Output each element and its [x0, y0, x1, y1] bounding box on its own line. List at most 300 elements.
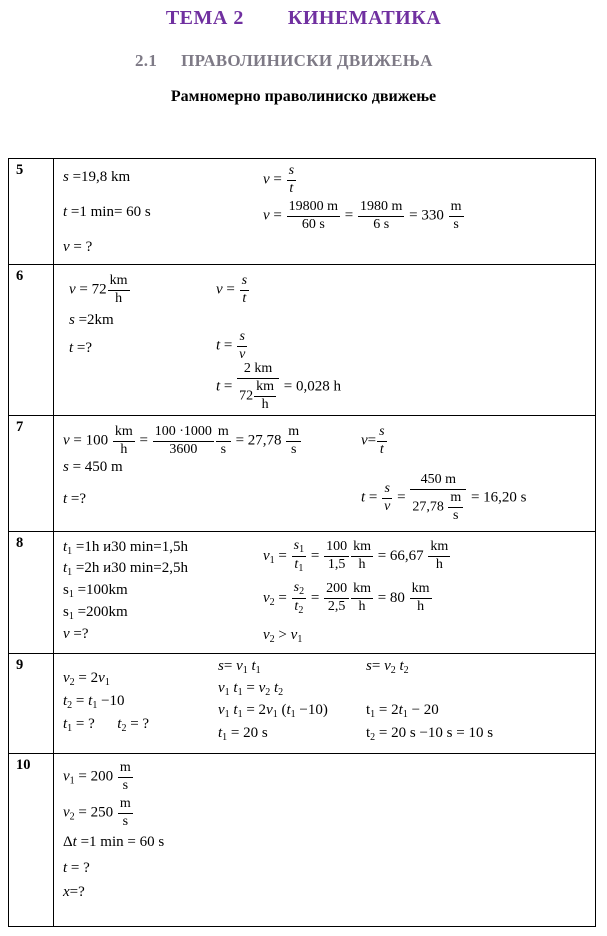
- math-variable: t: [63, 539, 68, 555]
- math-subscript: 2: [69, 677, 75, 688]
- math-variable: t: [63, 716, 68, 732]
- math-subscript: 2: [69, 811, 75, 823]
- fraction-numerator: [351, 581, 373, 599]
- math-variable: t: [63, 560, 68, 576]
- math-text: km: [411, 581, 430, 597]
- math-text: km: [353, 581, 371, 597]
- math-variable: v: [290, 627, 298, 643]
- math-variable: t: [117, 716, 122, 732]
- math-variable: s: [218, 658, 224, 674]
- section-number: 2.1: [135, 51, 158, 70]
- math-text: h: [417, 599, 425, 614]
- math-variable: v: [63, 804, 70, 821]
- math-text: 19800 m: [288, 199, 339, 214]
- math-text: =: [274, 589, 291, 606]
- section-heading: [135, 51, 433, 71]
- problem-row-9: [9, 654, 595, 754]
- fraction-denominator: [113, 442, 135, 459]
- math-text: = 330: [405, 207, 448, 224]
- math-text: s: [453, 216, 459, 232]
- math-text: 6 s: [373, 216, 390, 232]
- math-fraction: [351, 581, 373, 616]
- math-fraction: [449, 199, 464, 234]
- fraction-numerator: [428, 539, 450, 557]
- fraction-denominator: [351, 557, 373, 574]
- math-subscript: 2: [67, 700, 73, 711]
- formula-line: [366, 702, 439, 721]
- fraction-denominator: [324, 557, 349, 574]
- math-text: m: [119, 760, 131, 775]
- math-subscript: 1: [67, 723, 73, 734]
- math-variable: t: [286, 702, 291, 718]
- formula-line: [63, 884, 85, 901]
- math-variable: v: [218, 680, 225, 696]
- math-variable: t: [218, 725, 223, 741]
- math-text: =: [72, 693, 89, 709]
- math-variable: s: [63, 459, 69, 475]
- math-variable: v: [63, 432, 70, 449]
- math-variable: s: [239, 329, 245, 344]
- math-fraction: [448, 490, 463, 525]
- math-text: =200km: [73, 604, 128, 620]
- math-subscript: 1: [237, 709, 243, 720]
- math-fraction: [382, 481, 392, 516]
- math-text: m: [450, 199, 462, 214]
- math-text: =1 min= 60 s: [67, 204, 151, 220]
- math-variable: v: [384, 658, 391, 674]
- math-subscript: 2: [265, 687, 271, 698]
- math-text: =: [135, 432, 152, 449]
- math-text: 3600: [169, 441, 198, 457]
- fraction-denominator: [292, 599, 306, 617]
- formula-line: [216, 361, 341, 413]
- math-variable: s: [63, 169, 69, 185]
- math-text: 1980 m: [360, 199, 403, 214]
- math-fraction: [286, 424, 301, 459]
- formula-line: [218, 725, 268, 744]
- math-fraction: [287, 199, 340, 234]
- math-text: s: [63, 604, 69, 620]
- math-text: =: [274, 547, 291, 564]
- math-text: 72: [239, 388, 254, 404]
- math-text: h: [435, 557, 443, 572]
- formula-line: [216, 273, 250, 308]
- math-text: s: [122, 777, 129, 793]
- math-fraction: [324, 581, 349, 616]
- math-text: − 20: [407, 702, 439, 718]
- formula-line: [63, 539, 188, 558]
- fraction-denominator: [287, 181, 296, 198]
- math-text: = 27,78: [231, 432, 286, 449]
- formula-line: [263, 580, 433, 617]
- math-variable: v: [216, 281, 223, 298]
- fraction-denominator: [153, 442, 214, 459]
- formula-line: [216, 329, 248, 364]
- math-text: =: [269, 171, 286, 188]
- math-subscript: 2: [269, 596, 275, 608]
- math-subscript: 1: [224, 687, 230, 698]
- math-text: Δ: [63, 834, 73, 850]
- problem-number: 10: [9, 754, 54, 926]
- math-text: =: [365, 489, 382, 506]
- formula-line: [63, 204, 151, 221]
- math-subscript: 1: [69, 775, 75, 787]
- math-subscript: 2: [403, 665, 409, 676]
- math-variable: t: [242, 290, 247, 306]
- problem-row-8: [9, 532, 595, 654]
- math-text: =1 min = 60 s: [76, 834, 165, 850]
- math-fraction: [108, 273, 130, 308]
- formula-line: [263, 199, 465, 234]
- fraction-denominator: [292, 557, 306, 575]
- fraction-numerator: [153, 424, 214, 442]
- math-text: m: [450, 489, 462, 505]
- formula-line: [218, 658, 261, 677]
- math-text: h: [358, 599, 366, 614]
- math-text: = 66,67: [373, 547, 428, 564]
- math-text: = 100: [69, 432, 112, 449]
- problem-number: 7: [9, 416, 54, 531]
- math-variable: v: [236, 658, 243, 674]
- math-variable: t: [63, 693, 68, 709]
- math-fraction: [118, 796, 133, 831]
- math-text: m: [288, 424, 300, 439]
- fraction-numerator: [377, 424, 386, 442]
- formula-line: [63, 760, 134, 795]
- fraction-numerator: [237, 329, 247, 347]
- math-subscript: 2: [278, 687, 284, 698]
- math-text: 100 ·1000: [154, 424, 212, 439]
- math-subscript: 1: [272, 709, 278, 720]
- math-variable: t: [69, 340, 74, 356]
- problem-number: 5: [9, 159, 54, 264]
- fraction-numerator: [410, 472, 466, 490]
- fraction-denominator: [118, 778, 133, 795]
- math-variable: v: [258, 680, 266, 696]
- fraction-numerator: [324, 539, 349, 557]
- math-variable: t: [216, 337, 221, 354]
- fraction-denominator: [448, 508, 463, 525]
- math-subscript: 1: [68, 611, 74, 622]
- fraction-denominator: [410, 490, 466, 525]
- math-fraction: [410, 581, 432, 616]
- math-fraction: [351, 539, 373, 574]
- math-text: =: [222, 281, 239, 298]
- math-text: km: [256, 378, 275, 394]
- math-subscript: 1: [402, 709, 408, 720]
- math-text: = 16,20 s: [467, 489, 527, 506]
- fraction-denominator: [286, 442, 301, 459]
- math-text: =: [307, 589, 324, 606]
- formula-line: [63, 459, 123, 476]
- math-text: h: [358, 557, 366, 572]
- math-text: h: [261, 396, 269, 412]
- math-subscript: 1: [255, 665, 261, 676]
- math-text: s: [122, 813, 129, 829]
- fraction-denominator: [410, 599, 432, 616]
- math-variable: s: [293, 538, 300, 553]
- math-text: =: [269, 207, 286, 224]
- fraction-numerator: [237, 361, 279, 379]
- math-text: = ?: [126, 716, 150, 732]
- math-text: =: [223, 658, 237, 674]
- problem-row-5: [9, 159, 595, 265]
- fraction-numerator: [382, 481, 392, 499]
- math-text: =: [307, 547, 324, 564]
- formula-line: [218, 702, 328, 721]
- fraction-numerator: [292, 538, 306, 557]
- math-text: =?: [67, 491, 87, 507]
- math-variable: s: [293, 580, 300, 595]
- math-subscript: 1: [67, 546, 73, 557]
- math-fraction: [113, 424, 135, 459]
- math-variable: t: [233, 702, 238, 718]
- math-text: =1h и30 min=1,5h: [72, 539, 188, 555]
- fraction-numerator: [410, 581, 432, 599]
- formula-line: [263, 163, 297, 198]
- formula-line: [63, 604, 128, 623]
- math-text: 2,5: [327, 599, 346, 614]
- math-text: m: [217, 424, 229, 439]
- math-subscript: 1: [269, 554, 275, 566]
- problem-row-7: [9, 416, 595, 532]
- fraction-denominator: [216, 442, 231, 459]
- formula-line: [63, 169, 130, 186]
- math-variable: v: [263, 627, 270, 643]
- math-text: 100: [326, 539, 348, 555]
- math-variable: t: [361, 489, 366, 506]
- math-variable: t: [63, 204, 68, 220]
- formula-line: [63, 239, 92, 256]
- math-fraction: [377, 424, 386, 459]
- math-text: =: [371, 658, 385, 674]
- formula-line: [218, 680, 283, 699]
- formula-line: [366, 658, 409, 677]
- page-title: [0, 7, 607, 30]
- formula-line: [63, 716, 149, 735]
- math-text: t: [366, 702, 371, 718]
- math-text: =2h и30 min=2,5h: [72, 560, 188, 576]
- math-fraction: [216, 424, 231, 459]
- formula-line: [63, 860, 90, 877]
- math-variable: v: [69, 281, 76, 298]
- fraction-denominator: [237, 379, 279, 414]
- math-fraction: [237, 329, 247, 364]
- problems-table: [8, 158, 596, 927]
- fraction-denominator: [351, 599, 373, 616]
- fraction-numerator: [118, 760, 133, 778]
- formula-line: [361, 472, 527, 524]
- fraction-denominator: [449, 217, 464, 234]
- math-text: = 72: [75, 281, 107, 298]
- fraction-numerator: [351, 539, 373, 557]
- math-subscript: 1: [299, 544, 305, 555]
- math-variable: v: [63, 768, 70, 785]
- math-subscript: 1: [237, 687, 243, 698]
- formula-line: [263, 538, 451, 575]
- formula-line: [69, 273, 131, 308]
- math-text: h: [120, 441, 128, 457]
- formula-line: [263, 627, 302, 646]
- math-subscript: 1: [67, 567, 73, 578]
- fraction-denominator: [108, 291, 130, 308]
- math-variable: v: [263, 547, 270, 564]
- math-fraction: [410, 472, 466, 524]
- math-text: t: [366, 725, 371, 741]
- math-variable: t: [88, 693, 93, 709]
- math-variable: s: [366, 658, 372, 674]
- math-text: =: [367, 432, 377, 449]
- math-variable: t: [289, 180, 294, 196]
- math-text: =?: [69, 626, 89, 642]
- fraction-numerator: [287, 163, 296, 181]
- formula-line: [63, 796, 134, 831]
- math-variable: s: [379, 424, 385, 439]
- problem-row-6: [9, 265, 595, 416]
- math-text: km: [109, 273, 128, 288]
- math-text: = ?: [67, 860, 90, 876]
- math-variable: v: [361, 432, 368, 449]
- math-text: =: [341, 207, 357, 224]
- math-text: 200: [326, 581, 348, 597]
- math-variable: t: [399, 658, 404, 674]
- math-text: =100km: [73, 582, 128, 598]
- math-text: s: [63, 582, 69, 598]
- problem-number: 9: [9, 654, 54, 753]
- math-variable: v: [63, 626, 70, 642]
- subsection-heading: Рамномерно праволиниско движење: [170, 88, 437, 105]
- math-subscript: 2: [298, 605, 304, 616]
- math-text: s: [453, 507, 459, 523]
- math-variable: t: [294, 599, 299, 614]
- formula-line: [63, 834, 164, 851]
- formula-line: [63, 582, 128, 601]
- math-fraction: [237, 361, 279, 413]
- math-variable: t: [294, 557, 299, 572]
- math-subscript: 1: [298, 563, 304, 574]
- math-subscript: 1: [104, 677, 110, 688]
- fraction-numerator: [358, 199, 404, 217]
- formula-line: [63, 670, 110, 689]
- fraction-numerator: [240, 273, 249, 291]
- formula-line: [69, 312, 114, 329]
- math-fraction: [287, 163, 296, 198]
- math-text: −10): [295, 702, 328, 718]
- page-title-topic: ТЕМА 2: [165, 7, 244, 29]
- math-variable: v: [263, 171, 270, 188]
- fraction-numerator: [292, 580, 306, 599]
- math-text: −10: [97, 693, 125, 709]
- math-subscript: 2: [121, 723, 127, 734]
- math-variable: t: [273, 680, 279, 696]
- fraction-numerator: [118, 796, 133, 814]
- math-text: = 450 m: [68, 459, 123, 475]
- math-variable: v: [384, 498, 391, 514]
- math-variable: t: [72, 834, 77, 850]
- math-text: =: [220, 378, 237, 395]
- math-text: = 80: [373, 589, 409, 606]
- math-subscript: 1: [370, 709, 376, 720]
- math-text: = ?: [69, 239, 93, 255]
- page-title-subject: КИНЕМАТИКА: [287, 7, 442, 29]
- fraction-numerator: [254, 379, 276, 397]
- formula-line: [63, 560, 188, 579]
- formula-line: [361, 424, 388, 459]
- math-text: = 20 s −10 s = 10 s: [375, 725, 494, 741]
- fraction-numerator: [216, 424, 231, 442]
- math-text: = 2: [375, 702, 399, 718]
- math-subscript: 1: [242, 665, 248, 676]
- math-variable: s: [384, 480, 390, 496]
- fraction-numerator: [108, 273, 130, 291]
- section-title: ПРАВОЛИНИСКИ ДВИЖЕЊА: [181, 51, 433, 70]
- math-text: =: [220, 337, 237, 354]
- math-text: km: [430, 539, 449, 555]
- math-variable: v: [239, 346, 246, 362]
- math-variable: v: [263, 589, 270, 606]
- math-text: = 0,028 h: [280, 378, 341, 395]
- math-text: km: [114, 424, 133, 439]
- math-fraction: [292, 538, 306, 575]
- math-variable: t: [398, 702, 403, 718]
- math-text: 27,78: [412, 499, 448, 515]
- math-variable: v: [63, 670, 70, 686]
- fraction-numerator: [448, 490, 463, 508]
- fraction-denominator: [377, 442, 386, 459]
- math-subscript: 1: [290, 709, 296, 720]
- math-variable: s: [69, 312, 75, 328]
- math-text: = 2: [74, 670, 99, 686]
- math-variable: t: [233, 680, 238, 696]
- fraction-denominator: [324, 599, 349, 616]
- math-text: =: [242, 680, 259, 696]
- formula-line: [63, 424, 302, 459]
- math-subscript: 2: [390, 665, 396, 676]
- math-fraction: [153, 424, 214, 459]
- math-text: = 250: [74, 804, 117, 821]
- math-text: 1,5: [327, 557, 346, 572]
- math-text: 2 km: [243, 361, 273, 376]
- problem-number: 6: [9, 265, 54, 415]
- math-text: s: [220, 441, 227, 457]
- math-text: =2km: [74, 312, 114, 328]
- math-text: m: [119, 796, 131, 811]
- math-variable: v: [98, 670, 105, 686]
- math-fraction: [240, 273, 249, 308]
- math-subscript: 1: [68, 589, 74, 600]
- math-subscript: 1: [92, 700, 98, 711]
- math-subscript: 1: [222, 732, 228, 743]
- fraction-numerator: [324, 581, 349, 599]
- math-variable: t: [216, 378, 221, 395]
- fraction-numerator: [286, 424, 301, 442]
- math-text: km: [353, 539, 371, 555]
- math-fraction: [254, 379, 276, 414]
- math-text: 450 m: [420, 472, 456, 487]
- fraction-denominator: [428, 557, 450, 574]
- math-variable: x: [63, 884, 70, 900]
- math-text: =: [393, 489, 410, 506]
- math-variable: v: [263, 207, 270, 224]
- math-variable: t: [379, 441, 384, 457]
- formula-line: [69, 340, 92, 357]
- math-variable: s: [241, 273, 248, 288]
- math-subscript: 1: [224, 709, 230, 720]
- fraction-denominator: [382, 499, 392, 516]
- math-variable: s: [288, 163, 295, 178]
- math-text: =?: [69, 884, 85, 900]
- math-variable: v: [266, 702, 273, 718]
